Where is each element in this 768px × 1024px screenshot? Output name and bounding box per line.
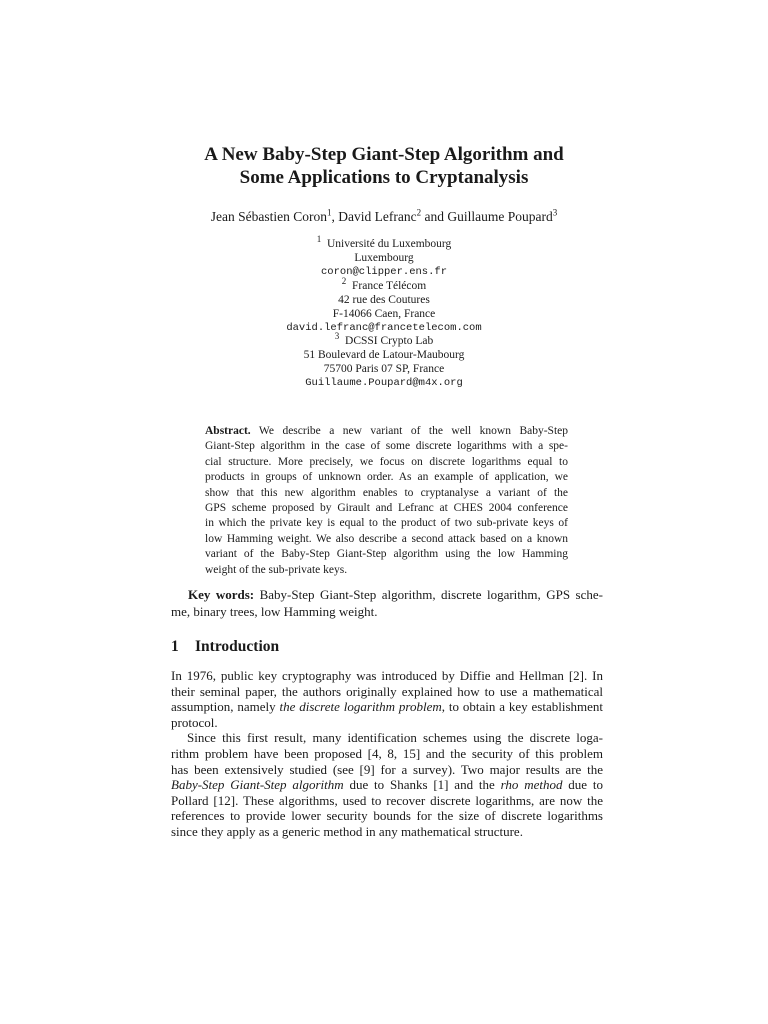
abstract-line: products in groups of unknown order. As an example of application, we (205, 471, 568, 484)
abstract-line: Giant-Step algorithm in the case of some discrete logarithms with a spe- (205, 440, 568, 453)
abstract (205, 424, 568, 578)
affiliation-name: Université du Luxembourg (326, 238, 452, 250)
section-number: 1 (171, 638, 179, 655)
affiliation-name: DCSSI Crypto Lab (345, 335, 434, 347)
keywords (171, 586, 603, 620)
abstract-line: cial structure. More precisely, we focus on discrete logarithms equal to (205, 455, 568, 468)
affiliation-line: 51 Boulevard de Latour-Maubourg (303, 349, 465, 361)
keywords-line: Key words: Baby-Step Giant-Step algorithm, discrete logarithm, GPS sche- (188, 587, 603, 602)
emphasis: Baby-Step Giant-Step algorithm (171, 777, 344, 793)
author-name: David Lefranc (338, 209, 417, 224)
abstract-line: in which the private key is equal to the product of two sub-private keys of (205, 517, 568, 530)
abstract-line: show that this new algorithm enables to cryptanalyse a variant of the (205, 486, 568, 499)
introduction-text (171, 668, 603, 840)
body-line: Pollard [12]. These algorithms, used to recover discrete logarithms, are now the (171, 792, 603, 808)
email-address: Guillaume.Poupard@m4x.org (305, 377, 463, 389)
affiliation-line: 75700 Paris 07 SP, France (323, 363, 445, 375)
paper-title-line-1: A New Baby-Step Giant-Step Algorithm and (204, 144, 564, 165)
affiliation-line: Luxembourg (354, 252, 414, 264)
email-address: coron@clipper.ens.fr (320, 266, 448, 278)
email-address: david.lefranc@francetelecom.com (286, 322, 482, 334)
affiliation-line: 42 rue des Coutures (338, 294, 430, 306)
affiliation-name: France Télécom (352, 280, 427, 292)
abstract-label: Abstract. (205, 425, 251, 437)
affiliation-line (0, 234, 768, 252)
body-line: In 1976, public key cryptography was introduced by Diffie and Hellman [2]. In (171, 668, 603, 683)
body-line: references to provide lower security bounds for the size of discrete logarithms (171, 808, 603, 824)
keywords-label: Key words: (188, 587, 255, 602)
affiliation-mark: 2 (416, 207, 422, 218)
author-name: Jean Sébastien Coron (210, 209, 328, 224)
author-separator: and (421, 209, 448, 224)
body-line: has been extensively studied (see [9] for a survey). Two major results are the (171, 761, 603, 777)
affiliation-line (0, 276, 768, 294)
affiliation-mark: 1 (316, 234, 322, 245)
paper-title-line-2: Some Applications to Cryptanalysis (239, 167, 529, 188)
body-line: protocol. (171, 714, 218, 730)
affiliation-line (0, 331, 768, 349)
emphasis: rho method (500, 777, 563, 793)
abstract-line: GPS scheme proposed by Girault and Lefranc at CHES 2004 conference (205, 501, 568, 514)
abstract-line: variant of the Baby-Step Giant-Step algorithm using the low Hamming (205, 548, 568, 561)
section-title: Introduction (195, 638, 280, 655)
body-line: Since this first result, many identification schemes using the discrete loga- (187, 730, 603, 746)
section-heading (171, 638, 279, 656)
affiliation-line: F-14066 Caen, France (332, 308, 436, 320)
body-line: rithm problem have been proposed [4, 8, 15] and the security of this problem (171, 745, 603, 761)
body-line: Baby-Step Giant-Step algorithm due to Shanks [1] and the rho method due to (171, 777, 603, 793)
body-line: assumption, namely the discrete logarithm problem, to obtain a key establishment (171, 699, 603, 715)
affiliation-mark: 3 (552, 207, 558, 218)
keywords-line: me, binary trees, low Hamming weight. (171, 604, 378, 619)
author-list (0, 208, 768, 226)
author-separator: , (331, 209, 339, 224)
abstract-line: low Hamming weight. We also describe a second attack based on a known (205, 532, 568, 545)
body-line: since they apply as a generic method in any mathematical structure. (171, 823, 523, 839)
affiliation-mark: 1 (327, 207, 332, 218)
affiliation-mark: 3 (334, 331, 340, 342)
emphasis: the discrete logarithm problem (279, 699, 442, 715)
abstract-line: weight of the sub-private keys. (205, 563, 348, 576)
abstract-line: Abstract. We describe a new variant of the well known Baby-Step (205, 425, 568, 437)
author-name: Guillaume Poupard (447, 209, 553, 224)
body-line: their seminal paper, the authors originally explained how to use a mathematical (171, 683, 603, 699)
affiliation-mark: 2 (341, 276, 347, 287)
